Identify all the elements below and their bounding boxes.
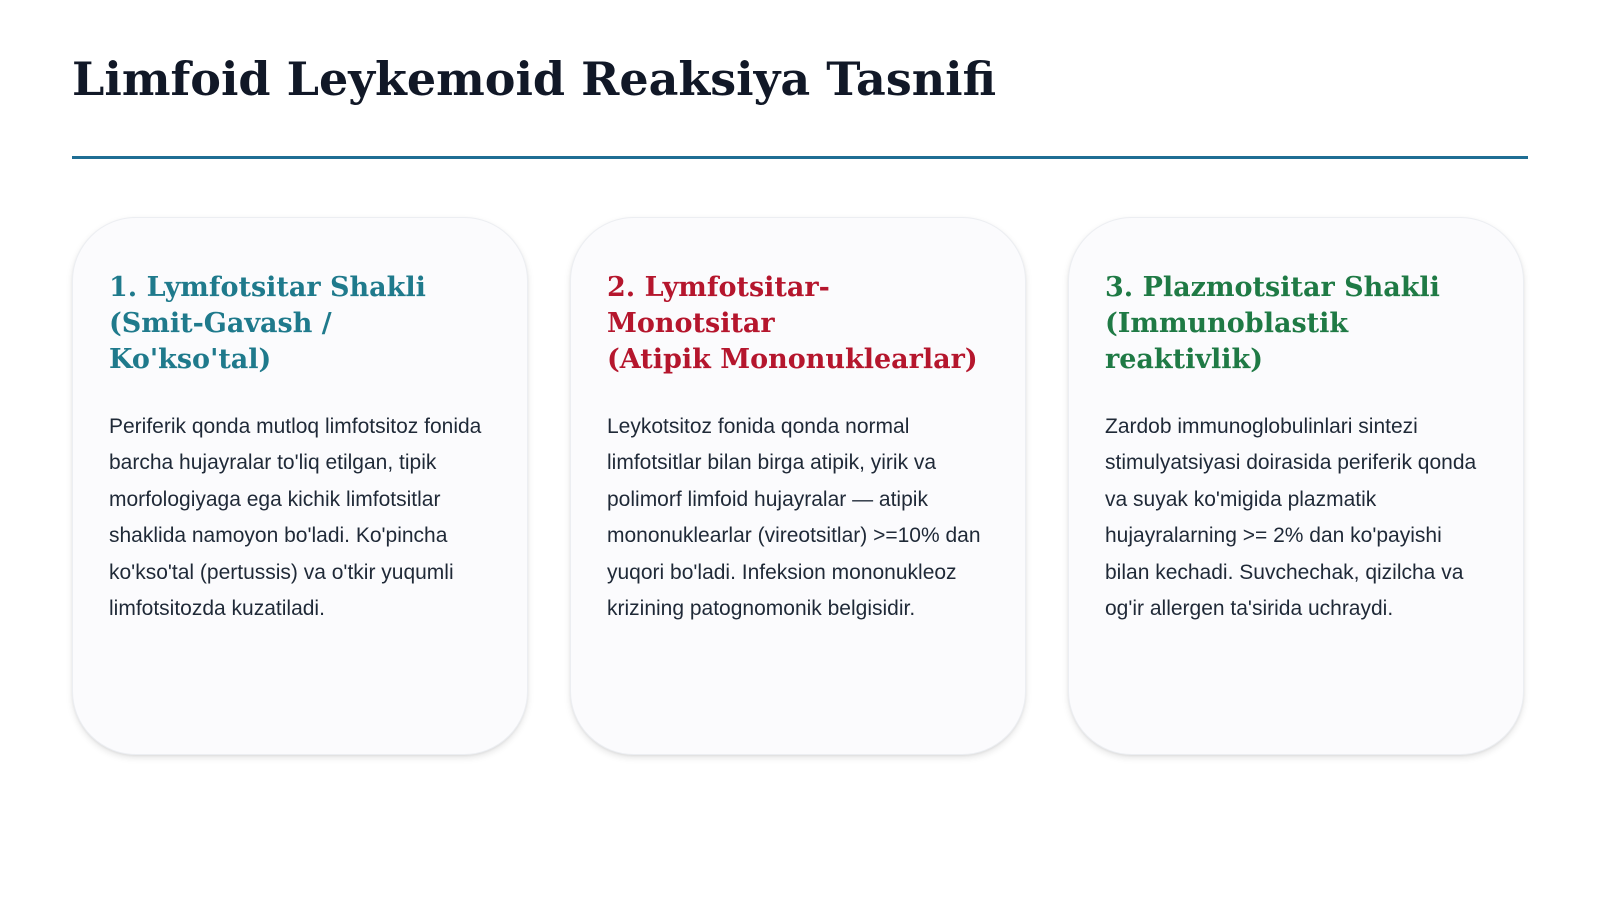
card-plasmacytic-form [1068,217,1524,755]
card-title: 2. Lymfotsitar- Monotsitar (Atipik Mononuklearlar) [607,272,978,375]
card-description: Leykotsitoz fonida qonda normal limfotsitlar bilan birga atipik, yirik va polimorf limfoid hujayralar — atipik mononuklearlar (vireotsitlar) >=10% dan yuqori bo'ladi. Infeksion mononukleoz krizining patognomonik belgisidir. [607,415,981,621]
card-lymphocytic-form [72,217,528,755]
title-divider [72,156,1528,159]
card-description: Zardob immunoglobulinlari sintezi stimulyatsiyasi doirasida periferik qonda va suyak ko'migida plazmatik hujayralarning >= 2% dan ko'payishi bilan kechadi. Suvchechak, qizilcha va og'ir allergen ta'sirida uchraydi. [1105,415,1477,621]
card-description: Periferik qonda mutloq limfotsitoz fonida barcha hujayralar to'liq etilgan, tipik morfologiyaga ega kichik limfotsitlar shaklida namoyon bo'ladi. Ko'pincha ko'kso'tal (pertussis) va o'tkir yuqumli limfotsitozda kuzatiladi. [109,415,482,621]
card-lymphocytic-monocytic-form [570,217,1026,755]
card-title: 3. Plazmotsitar Shakli (Immunoblastik reaktivlik) [1105,272,1440,375]
classification-cards [72,217,1528,757]
slide-title: Limfoid Leykemoid Reaksiya Tasnifi [72,52,997,106]
card-title: 1. Lymfotsitar Shakli (Smit-Gavash / Ko'kso'tal) [109,272,426,375]
